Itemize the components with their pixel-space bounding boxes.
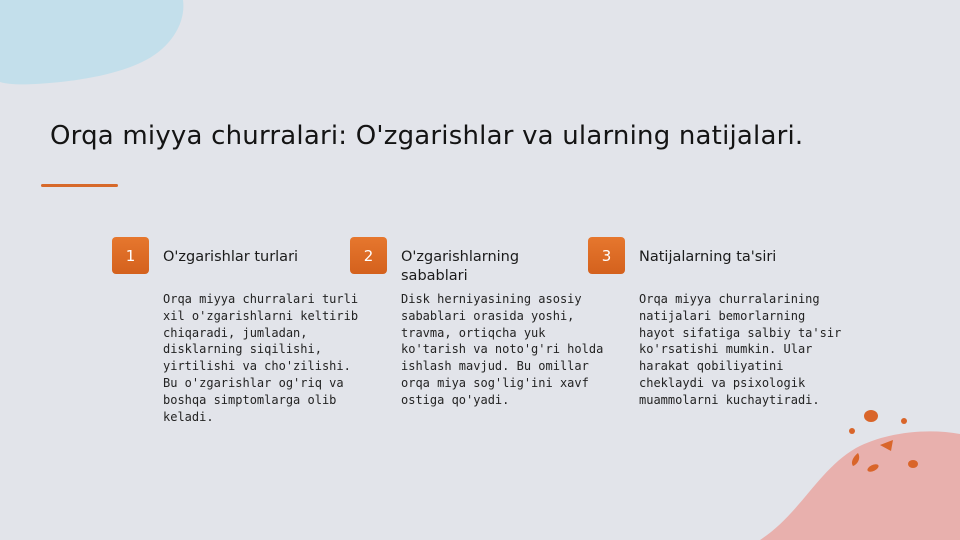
title-underline [41, 184, 118, 187]
step-description: Orqa miyya churralarining natijalari bemorlarning hayot sifatiga salbiy ta'sir ko'rsatishi mumkin. Ular harakat qobiliyatini cheklaydi va psixologik muammolarni kuchaytiradi. [639, 292, 842, 407]
step-number-badge: 3 [588, 237, 625, 274]
step-heading: O'zgarishlar turlari [163, 249, 299, 265]
decorative-orange-dots [840, 402, 960, 472]
step-description: Disk herniyasining asosiy sabablari orasida yoshi, travma, ortiqcha yuk ko'tarish va noto'g'ri holda ishlash mavjud. Bu omillar orqa miya sog'lig'ini xavf ostiga qo'yadi. [401, 292, 604, 407]
step-number-badge: 2 [350, 237, 387, 274]
step-number-badge: 1 [112, 237, 149, 274]
step-description: Orqa miyya churralari turli xil o'zgarishlarni keltirib chiqaradi, jumladan, disklarning siqilishi, yirtilishi va cho'zilishi. Bu o'zgarishlar og'riq va boshqa simptomlarga olib keladi. [163, 292, 359, 424]
page-title: Orqa miyya churralari: O'zgarishlar va ularning natijalari. [50, 121, 804, 151]
step-heading: Natijalarning ta'siri [639, 249, 777, 265]
decorative-blue-blob [0, 0, 190, 90]
step-heading: O'zgarishlarning sabablari [401, 249, 520, 284]
